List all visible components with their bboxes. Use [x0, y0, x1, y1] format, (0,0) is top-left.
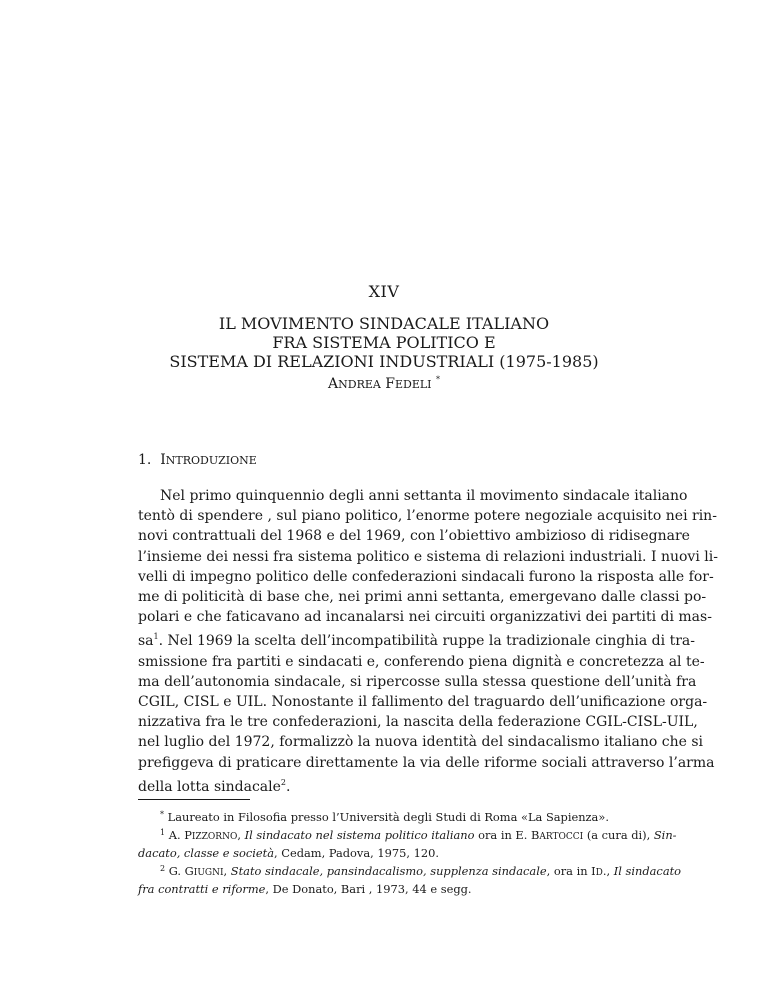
footnote-ref-2[interactable]: 2 — [280, 777, 286, 787]
fn-author-rest: D — [595, 868, 603, 878]
fn-title: Il sindacato nel sistema politico italiano — [244, 828, 475, 842]
fn-title: Sin- — [653, 828, 677, 842]
author-name — [0, 375, 768, 392]
body-line: ma dell’autonomia sindacale, si ripercosse sulla stessa questione dell’unità fra — [138, 673, 697, 690]
body-line: novi contrattuali del 1968 e del 1969, con l’obiettivo ambizioso di ridisegnare — [138, 528, 690, 545]
fn-text: , De Donato, Bari , 1973, 44 e segg. — [265, 882, 472, 896]
body-line: tentò di spendere , sul piano politico, l’enorme potere negoziale acquisito nei rin- — [138, 508, 717, 525]
fn-text: A. — [168, 828, 185, 842]
footnote-ref-1[interactable]: 1 — [153, 632, 159, 642]
body-line-composite — [138, 627, 695, 651]
fn-author-initial: I — [591, 864, 596, 878]
footnote-1-line-2 — [138, 845, 631, 861]
section-heading — [138, 452, 257, 468]
fn-title: Stato sindacale, pansindacalismo, supplenza sindacale — [230, 864, 547, 878]
body-final-period: . — [286, 778, 291, 795]
chapter-title-line: IL MOVIMENTO SINDACALE ITALIANO — [218, 314, 550, 333]
body-line-rest: . — [158, 633, 164, 650]
body-line: l’insieme dei nessi fra sistema politico e sistema di relazioni industriali. I nuovi li- — [138, 548, 718, 565]
footnote-2-line-1 — [138, 861, 682, 881]
section-title-rest: NTRODUZIONE — [165, 454, 257, 467]
footnote-author — [138, 807, 631, 825]
fn-author-rest: IZZORNO — [191, 832, 238, 842]
footnote-mark: * — [160, 810, 164, 819]
fn-text: (a cura di), — [583, 828, 654, 842]
fn-text: ora in E. — [474, 828, 531, 842]
body-line: prefiggeva di praticare direttamente la via delle riforme sociali attraverso l’arma — [138, 754, 715, 771]
body-line-composite — [138, 773, 631, 797]
fn-editor-initial: B — [531, 828, 540, 842]
body-line: smissione fra partiti e sindacati e, conferendo piena dignità e concretezza al te- — [138, 653, 705, 670]
author-first-initial: A — [328, 376, 339, 392]
footnote-mark: 2 — [160, 864, 166, 873]
footnote-mark: 1 — [160, 828, 166, 837]
body-line: me di politicità di base che, nei primi anni settanta, emergevano dalle classi po- — [138, 589, 707, 606]
body-line: nel luglio del 1972, formalizzò la nuova identità del sindacalismo italiano che si — [138, 734, 703, 751]
body-line: polari e che faticavano ad incanalarsi nei circuiti organizzativi dei partiti di mas- — [138, 609, 712, 626]
fn-text: , — [237, 828, 245, 842]
body-line: velli di impegno politico delle confederazioni sindacali furono la risposta alle for- — [138, 568, 714, 585]
author-footnote-mark[interactable]: * — [435, 375, 440, 384]
fn-text: ., — [602, 864, 614, 878]
fn-editor-rest: ARTOCCI — [539, 832, 584, 842]
fn-text: , ora in — [546, 864, 592, 878]
body-paragraph — [138, 486, 718, 797]
author-last-initial: F — [385, 376, 395, 392]
author-first-rest: NDREA — [338, 378, 381, 391]
section-number: 1. — [138, 452, 152, 468]
author-last-rest: EDELI — [395, 378, 432, 391]
body-line: nizzativa fra le tre confederazioni, la nascita della federazione CGIL-CISL-UIL, — [138, 714, 698, 731]
footnote-text: Laureato in Filosofia presso l’Università degli Studi di Roma «La Sapienza». — [167, 810, 609, 824]
fn-text: , Cedam, Padova, 1975, 120. — [274, 846, 439, 860]
chapter-title-line: FRA SISTEMA POLITICO E — [272, 333, 496, 352]
chapter-title-line: SISTEMA DI RELAZIONI INDUSTRIALI (1975-1985) — [169, 352, 599, 371]
body-line-end: della lotta sindacale — [138, 778, 281, 795]
footnote-1-line-1 — [138, 825, 677, 845]
footnote-2-line-2 — [138, 881, 631, 897]
section-title-initial: I — [160, 452, 166, 468]
fn-author-initial: P — [184, 828, 192, 842]
fn-title: fra contratti e riforme — [138, 882, 266, 896]
body-line-start: sa — [138, 633, 154, 650]
fn-author-initial: G — [184, 864, 194, 878]
body-line: CGIL, CISL e UIL. Nonostante il fallimento del traguardo dell’unificazione orga- — [138, 694, 708, 711]
fn-title: dacato, classe e società — [138, 846, 274, 860]
fn-title: Il sindacato — [613, 864, 682, 878]
fn-text: , — [223, 864, 231, 878]
chapter-number: XIV — [368, 282, 400, 301]
footnote-divider — [138, 799, 250, 800]
chapter-title — [0, 314, 768, 371]
body-line: Nel primo quinquennio degli anni settanta il movimento sindacale italiano — [160, 488, 688, 504]
body-line-cont: Nel 1969 la scelta dell’incompatibilità ruppe la tradizionale cinghia di tra- — [167, 633, 695, 650]
fn-text: G. — [168, 864, 185, 878]
fn-author-rest: IUGNI — [193, 868, 224, 878]
footnotes — [138, 807, 682, 897]
